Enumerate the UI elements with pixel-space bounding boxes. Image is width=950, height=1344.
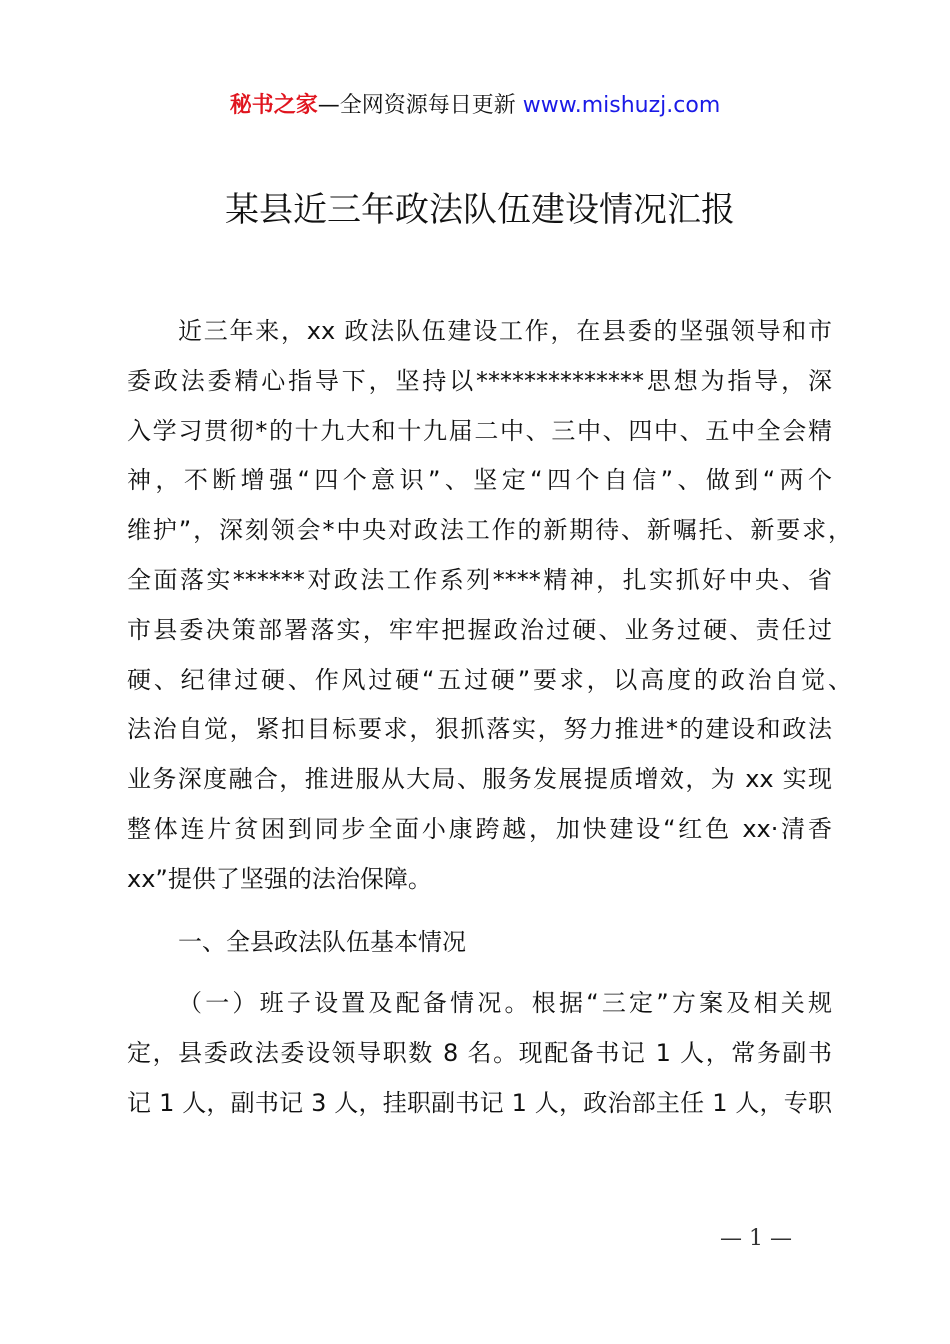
paragraph-line: 硬、纪律过硬、作风过硬“五过硬”要求，以高度的政治自觉、 [127, 665, 852, 694]
paragraph-line: 法治自觉，紧扣目标要求，狠抓落实，努力推进*的建设和政法 [127, 715, 832, 744]
paragraph-line: 市县委决策部署落实，牢牢把握政治过硬、业务过硬、责任过 [127, 615, 832, 644]
section-heading: 一、全县政法队伍基本情况 [178, 928, 466, 956]
paragraph-line: （一）班子设置及配备情况。根据“三定”方案及相关规 [178, 989, 832, 1017]
brand-name: 秘书之家 [229, 93, 318, 118]
paragraph-line: 委政法委精心指导下，坚持以**************思想为指导，深 [127, 366, 832, 395]
paragraph-line: 维护”，深刻领会*中央对政法工作的新期待、新嘱托、新要求， [127, 516, 852, 545]
page-number: — 1 — [720, 1226, 792, 1251]
document-title: 某县近三年政法队伍建设情况汇报 [225, 190, 735, 230]
paragraph-line: 全面落实******对政法工作系列****精神，扎实抓好中央、省 [127, 566, 832, 594]
paragraph-line: 神，不断增强“四个意识”、坚定“四个自信”、做到“两个 [127, 466, 832, 495]
paragraph-line: 记 1 人，副书记 3 人，挂职副书记 1 人，政治部主任 1 人，专职 [127, 1089, 832, 1117]
site-banner [0, 88, 950, 119]
paragraph-line: xx”提供了坚强的法治保障。 [127, 864, 432, 893]
paragraph-line: 入学习贯彻*的十九大和十九届二中、三中、四中、五中全会精 [127, 416, 832, 445]
banner-slogan: —全网资源每日更新 [317, 93, 516, 118]
site-url-link[interactable]: www.mishuzj.com [522, 93, 721, 118]
paragraph-line: 业务深度融合，推进服从大局、服务发展提质增效，为 xx 实现 [127, 765, 832, 794]
paragraph-line: 近三年来，xx 政法队伍建设工作，在县委的坚强领导和市 [178, 317, 832, 345]
paragraph-line: 整体连片贫困到同步全面小康跨越，加快建设“红色 xx·清香 [127, 815, 832, 843]
paragraph-line: 定，县委政法委设领导职数 8 名。现配备书记 1 人，常务副书 [127, 1039, 832, 1067]
